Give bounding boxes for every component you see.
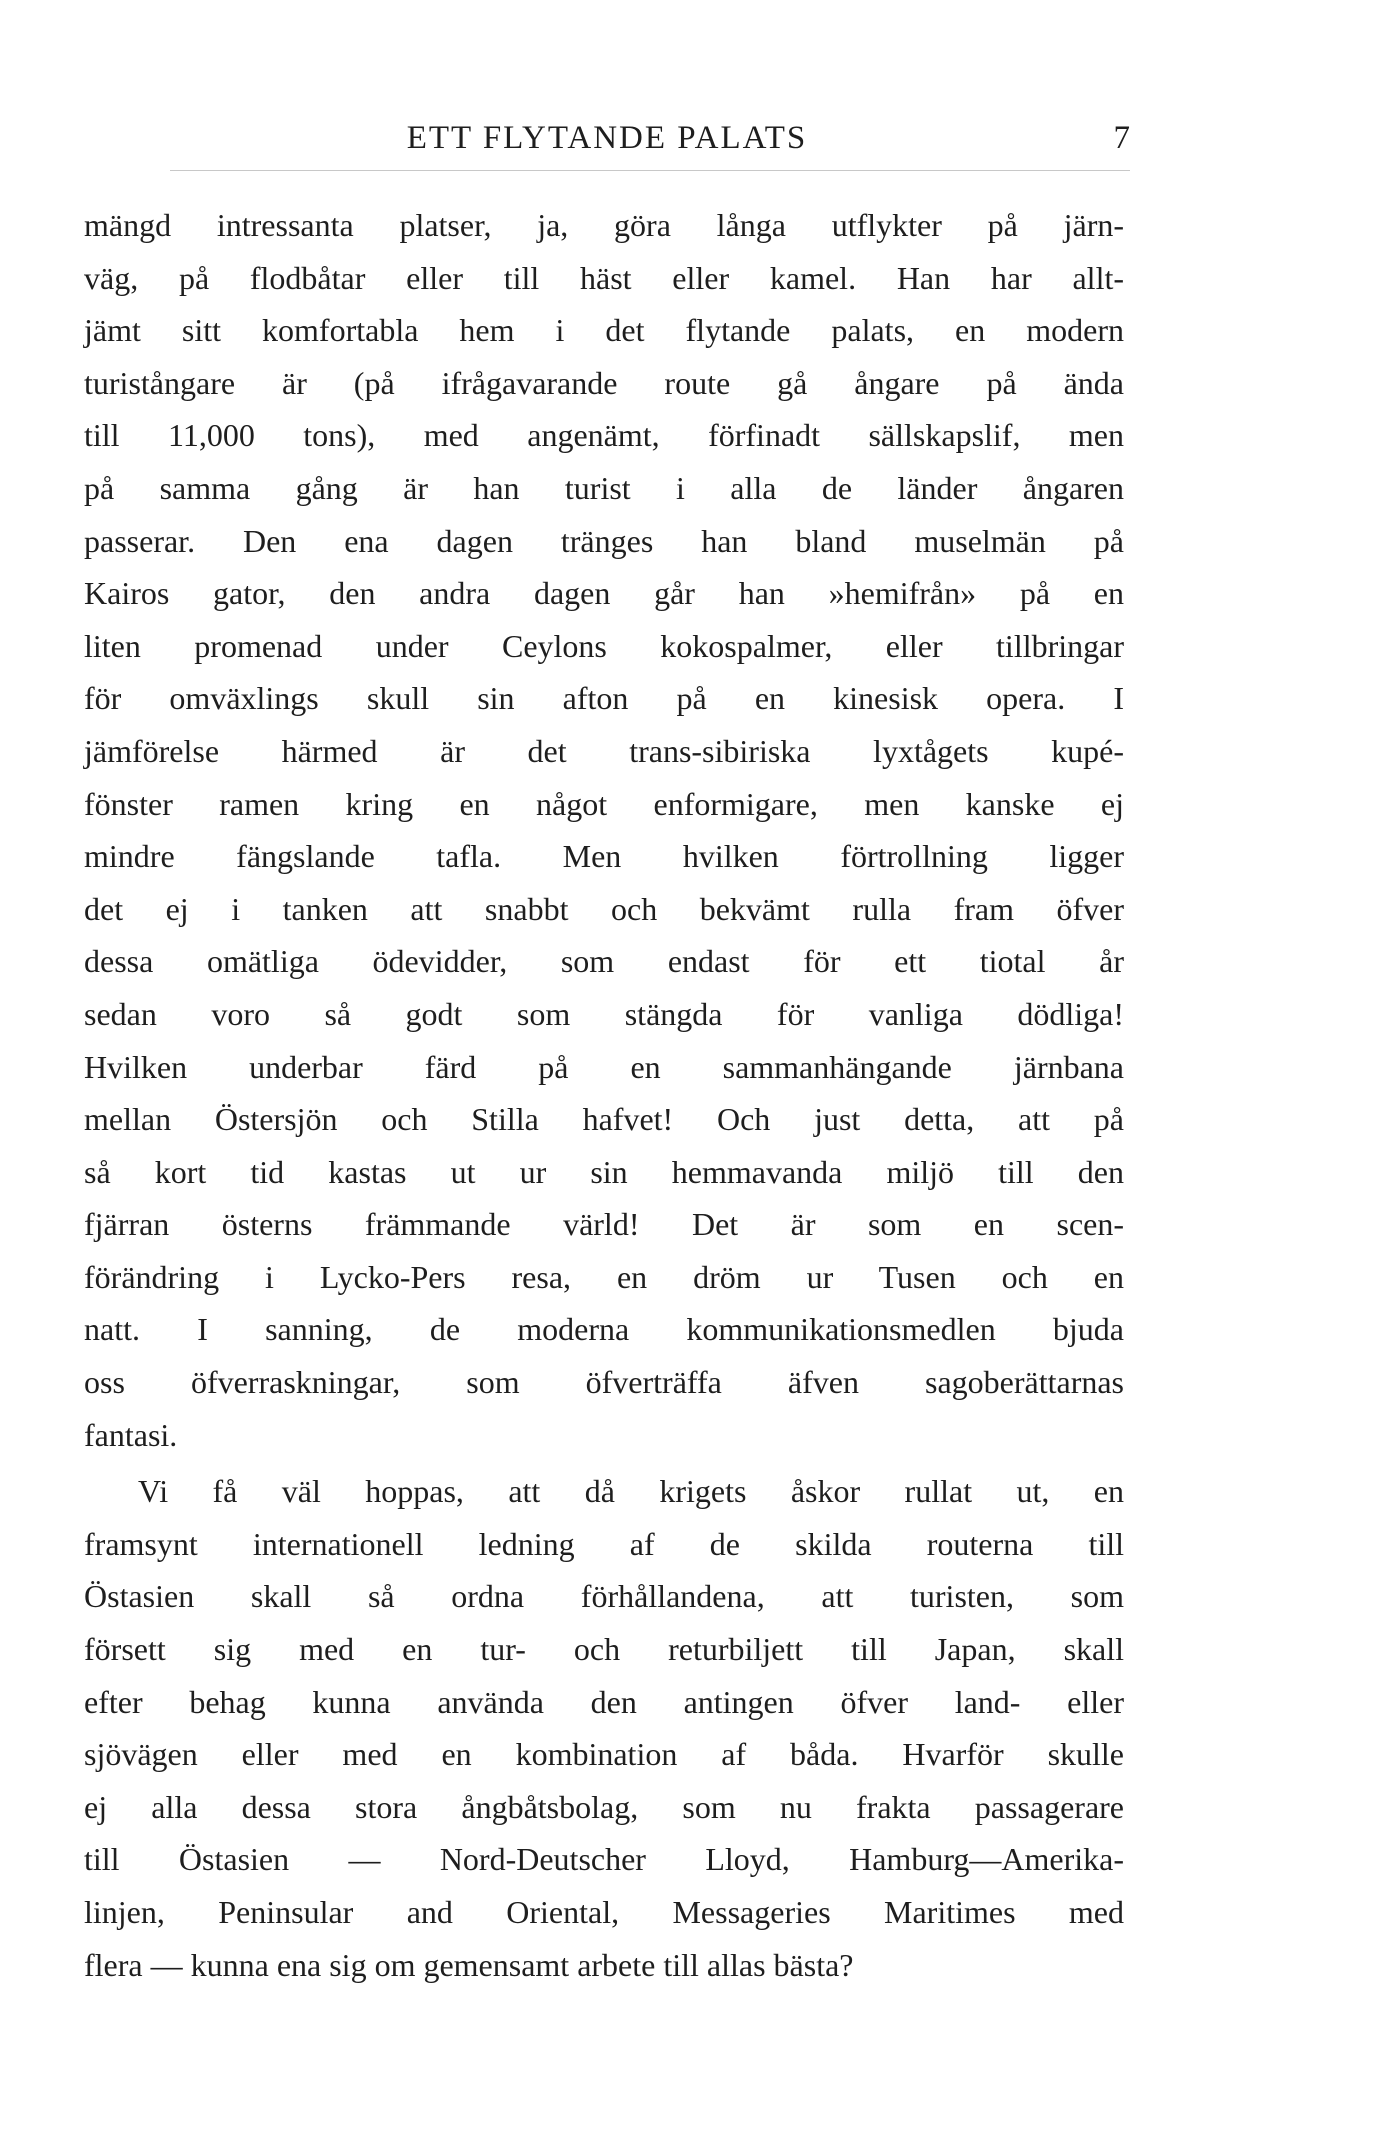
text-line: passerar. Den ena dagen tränges han bland muselmän på (84, 522, 1124, 559)
text-line: mellan Östersjön och Stilla hafvet! Och just detta, att på (84, 1101, 1124, 1138)
text-line: så kort tid kastas ut ur sin hemmavanda miljö till den (84, 1153, 1124, 1190)
text-line: mindre fängslande tafla. Men hvilken förtrollning ligger (84, 838, 1124, 875)
page-header (84, 118, 1130, 158)
page-number: 7 (1113, 120, 1130, 156)
text-line: för omväxlings skull sin afton på en kinesisk opera. I (84, 680, 1124, 717)
text-line: förändring i Lycko-Pers resa, en dröm ur Tusen och en (84, 1258, 1124, 1295)
text-line: fönster ramen kring en något enformigare, men kanske ej (84, 785, 1124, 822)
text-line: till 11,000 tons), med angenämt, förfinadt sällskapslif, men (84, 417, 1124, 454)
paragraph (84, 1465, 1124, 1991)
text-line: efter behag kunna använda den antingen öfver land- eller (84, 1683, 1124, 1720)
text-line: jämförelse härmed är det trans-sibiriska lyxtågets kupé- (84, 732, 1124, 769)
text-line: Vi få väl hoppas, att då krigets åskor rullat ut, en (138, 1473, 1124, 1510)
text-line: Östasien skall så ordna förhållandena, att turisten, som (84, 1578, 1124, 1615)
text-line: framsynt internationell ledning af de skilda routerna till (84, 1525, 1124, 1562)
text-line: på samma gång är han turist i alla de länder ångaren (84, 469, 1124, 506)
text-line: mängd intressanta platser, ja, göra långa utflykter på järn- (84, 207, 1124, 243)
text-line: Kairos gator, den andra dagen går han »hemifrån» på en (84, 575, 1124, 612)
text-line: det ej i tanken att snabbt och bekvämt rulla fram öfver (84, 890, 1124, 927)
text-line: sjövägen eller med en kombination af båda. Hvarför skulle (84, 1736, 1124, 1773)
running-title: ETT FLYTANDE PALATS (406, 120, 808, 156)
text-line: försett sig med en tur- och returbiljett till Japan, skall (84, 1631, 1124, 1668)
text-line: sedan voro så godt som stängda för vanliga dödliga! (84, 995, 1124, 1032)
text-line: natt. I sanning, de moderna kommunikationsmedlen bjuda (84, 1311, 1124, 1348)
text-line: jämt sitt komfortabla hem i det flytande palats, en modern (84, 312, 1124, 349)
text-line: flera — kunna ena sig om gemensamt arbete till allas bästa? (84, 1946, 854, 1983)
text-line: till Östasien — Nord-Deutscher Lloyd, Hamburg—Amerika- (84, 1841, 1124, 1878)
text-line: turistångare är (på ifrågavarande route gå ångare på ända (84, 364, 1124, 401)
text-line: dessa omätliga ödevidder, som endast för ett tiotal år (84, 943, 1124, 980)
text-line: fjärran österns främmande värld! Det är som en scen- (84, 1206, 1124, 1243)
text-line: ej alla dessa stora ångbåtsbolag, som nu frakta passagerare (84, 1788, 1124, 1825)
body-text (84, 199, 1124, 1991)
text-line: liten promenad under Ceylons kokospalmer, eller tillbringar (84, 627, 1124, 664)
text-line: fantasi. (84, 1416, 178, 1453)
paragraph (84, 199, 1124, 1461)
text-line: oss öfverraskningar, som öfverträffa äfven sagoberättarnas (84, 1364, 1124, 1401)
header-rule (170, 170, 1130, 171)
text-line: linjen, Peninsular and Oriental, Messageries Maritimes med (84, 1894, 1124, 1930)
text-line: Hvilken underbar färd på en sammanhängande järnbana (84, 1048, 1124, 1085)
text-line: väg, på flodbåtar eller till häst eller kamel. Han har allt- (84, 259, 1124, 296)
